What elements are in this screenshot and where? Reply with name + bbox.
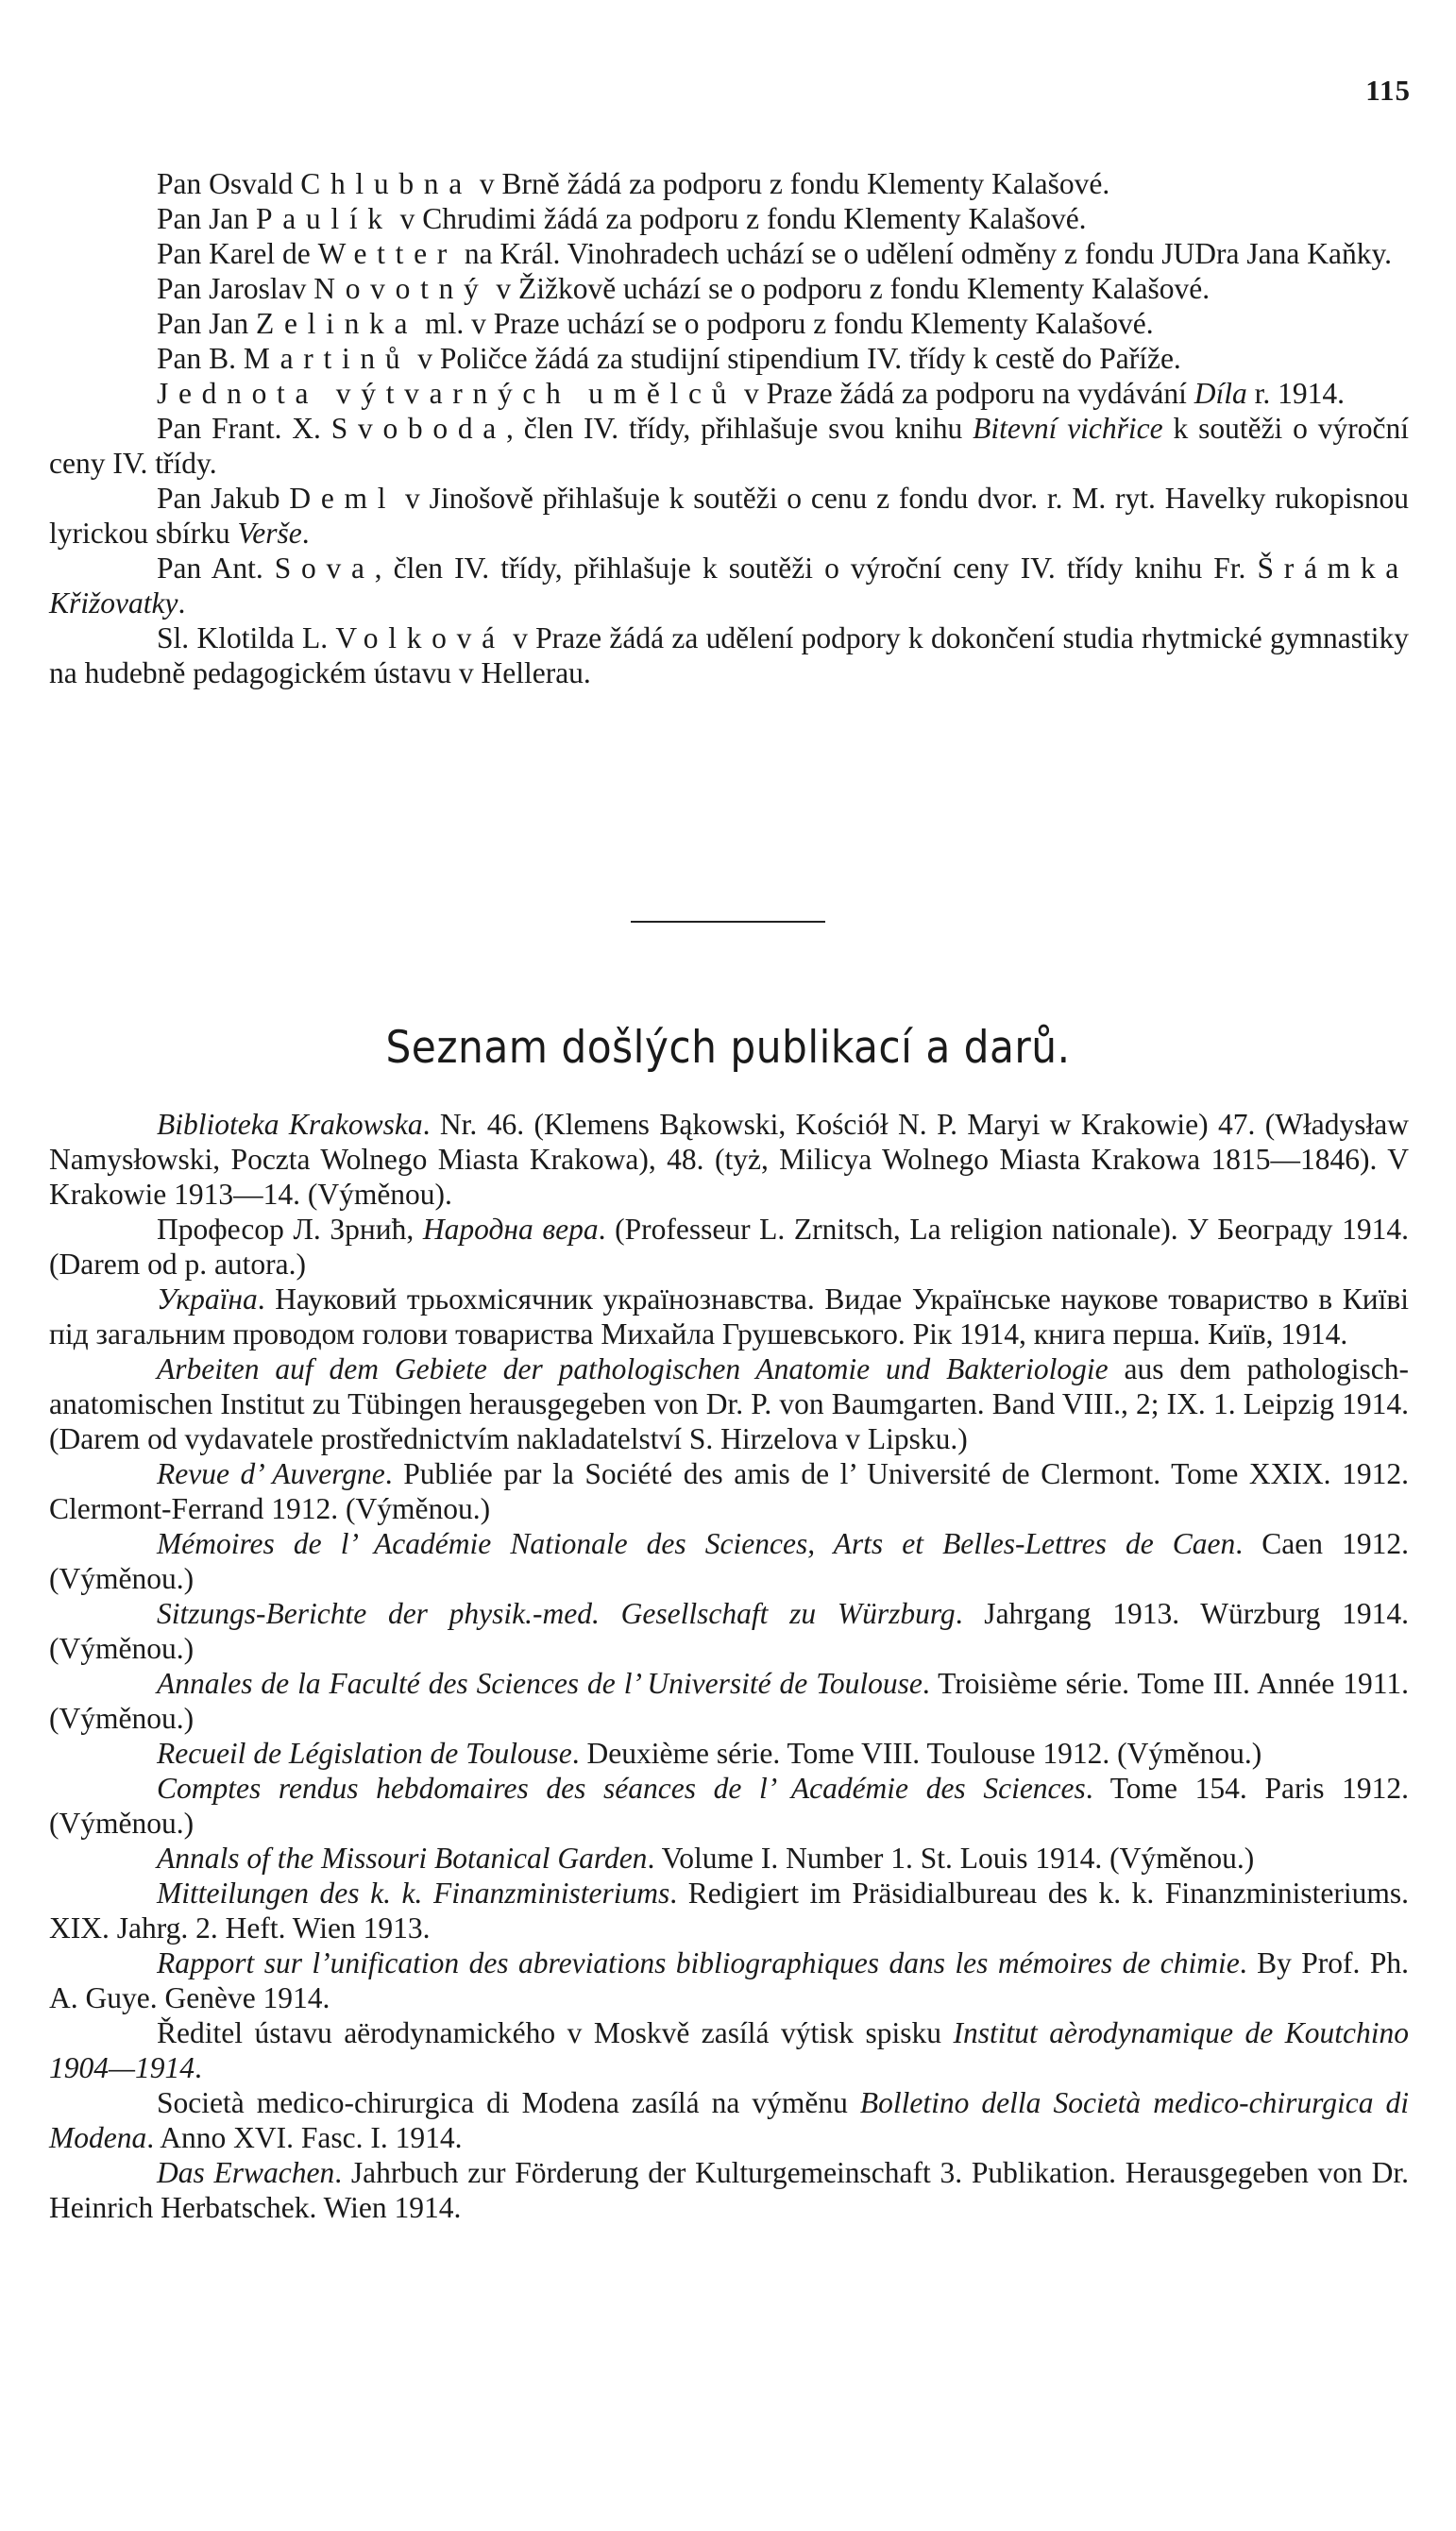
publication-details: Професор Л. Зрнић, bbox=[157, 1213, 423, 1246]
publication-details: aus dem pathologisch-anatomischen Institut zu Tübingen herausgegeben von Dr. P. von Baumgarten. Band VIII., 2; IX. 1. Leipzig 1914. (Darem od vydavatele prostřednictvím nakladatelství S. Hirzelova v Lipsku.) bbox=[49, 1352, 1409, 1455]
requests-section bbox=[49, 166, 1409, 690]
request-paragraph bbox=[49, 411, 1409, 481]
publication-entry bbox=[49, 1282, 1409, 1351]
request-text: v Žižkově uchází se o podporu z fondu Klementy Kalašové. bbox=[488, 272, 1211, 305]
request-text: Pan Frant. X. bbox=[157, 412, 331, 445]
request-text: na Král. Vinohradech uchází se o udělení odměny z fondu JUDra Jana Kaňky. bbox=[457, 237, 1393, 270]
publication-details: . Nr. 46. (Klemens Bąkowski, Kościół N. P. Maryi w Krakowie) 47. (Władysław Namysłowski, Poczta Wolnego Miasta Krakowa), 48. (tyż, Milicya Wolnego Miasta Krakowa 1815—1846). V Krakowie 1913—14. (Výměnou). bbox=[49, 1108, 1409, 1211]
publication-entry bbox=[49, 1456, 1409, 1526]
publication-title: Institut aèrodynamique de Koutchino 1904—1914 bbox=[49, 2016, 1409, 2084]
request-text: , člen IV. třídy, přihlašuje svou knihu bbox=[506, 412, 973, 445]
publication-title: Comptes rendus hebdomaires des séances de l’ Académie des Sciences bbox=[157, 1772, 1086, 1805]
publication-details: . Anno XVI. Fasc. I. 1914. bbox=[146, 2121, 463, 2154]
request-text: v Brně žádá za podporu z fondu Klementy Kalašové. bbox=[471, 167, 1110, 200]
publication-details: . Volume I. Number 1. St. Louis 1914. (Výměnou.) bbox=[647, 1842, 1255, 1875]
section-divider bbox=[631, 921, 825, 923]
publication-entry bbox=[49, 1736, 1409, 1771]
publication-entry bbox=[49, 1666, 1409, 1736]
request-paragraph bbox=[49, 551, 1409, 620]
publication-entry bbox=[49, 1596, 1409, 1666]
publication-title: Annales de la Faculté des Sciences de l’ Université de Toulouse bbox=[157, 1667, 923, 1700]
publication-entry bbox=[49, 2155, 1409, 2225]
person-name: Novotný bbox=[313, 272, 489, 305]
publication-entry bbox=[49, 1212, 1409, 1282]
request-paragraph bbox=[49, 201, 1409, 236]
request-paragraph bbox=[49, 306, 1409, 341]
request-text: v Jinošově přihlašuje k soutěži o cenu z fondu dvor. r. M. ryt. Havelky rukopisnou lyrickou sbírku bbox=[49, 482, 1409, 550]
request-text: k soutěži o výroční ceny IV. třídy. bbox=[49, 412, 1409, 480]
request-paragraph bbox=[49, 481, 1409, 551]
request-text: , člen IV. třídy, přihlašuje k soutěži o výroční ceny IV. třídy knihu Fr. bbox=[374, 552, 1258, 585]
request-text: Pan Ant. bbox=[157, 552, 275, 585]
person-name: Chlubna bbox=[300, 167, 472, 200]
publication-title: Mémoires de l’ Académie Nationale des Sciences, Arts et Belles-Lettres de Caen bbox=[157, 1527, 1236, 1560]
request-text: v Praze žádá za podporu na vydávání bbox=[736, 377, 1194, 410]
publication-title: Народна вера bbox=[422, 1213, 599, 1246]
publication-entry bbox=[49, 2085, 1409, 2155]
request-paragraph bbox=[49, 341, 1409, 376]
work-title: Bitevní vichřice bbox=[973, 412, 1163, 445]
request-text: r. 1914. bbox=[1246, 377, 1345, 410]
request-text: Pan Jan bbox=[157, 202, 256, 235]
work-title: Díla bbox=[1194, 377, 1247, 410]
publication-entry bbox=[49, 1771, 1409, 1841]
publication-title: Rapport sur l’unification des abreviations bibliographiques dans les mémoires de chimie bbox=[157, 1946, 1240, 1979]
request-paragraph bbox=[49, 376, 1409, 411]
publication-details: . (Professeur L. Zrnitsch, La religion nationale). У Београду 1914. (Darem od p. autora.) bbox=[49, 1213, 1409, 1281]
publication-title: Revue d’ Auvergne bbox=[157, 1457, 385, 1490]
person-name: Svoboda bbox=[330, 412, 507, 445]
publication-title: Biblioteka Krakowska bbox=[157, 1108, 423, 1141]
person-name: Volková bbox=[335, 621, 505, 654]
publication-title: Bolletino della Società medico-chirurgica di Modena bbox=[49, 2086, 1410, 2154]
request-paragraph bbox=[49, 236, 1409, 271]
publication-entry bbox=[49, 1107, 1409, 1212]
request-text: . bbox=[301, 517, 310, 550]
publication-details: . Troisième série. Tome III. Année 1911. (Výměnou.) bbox=[49, 1667, 1409, 1735]
publication-title: Arbeiten auf dem Gebiete der pathologischen Anatomie und Bakteriologie bbox=[157, 1352, 1109, 1385]
person-name: Zelinka bbox=[256, 307, 418, 340]
publication-details: . Науковий трьохмісячник українознавства. Видае Українське наукове товариство в Київі під загальним проводом голови товариства Михайла Грушевського. Рік 1914, книга перша. Київ, 1914. bbox=[49, 1282, 1409, 1350]
publication-entry bbox=[49, 1945, 1409, 2015]
person-name: Martinů bbox=[243, 342, 411, 375]
request-paragraph bbox=[49, 620, 1409, 690]
publication-details: . By Prof. Ph. A. Guye. Genève 1914. bbox=[49, 1946, 1409, 2014]
publication-title: Das Erwachen bbox=[157, 2156, 335, 2189]
request-text: v Praze žádá za udělení podpory k dokončení studia rhytmické gymnastiky na hudebně pedagogickém ústavu v Hellerau. bbox=[49, 621, 1409, 689]
publication-entry bbox=[49, 1526, 1409, 1596]
publication-title: Mitteilungen des k. k. Finanzministeriums bbox=[157, 1877, 670, 1910]
publication-details: . Jahrbuch zur Förderung der Kulturgemeinschaft 3. Publikation. Herausgegeben von Dr. Heinrich Herbatschek. Wien 1914. bbox=[49, 2156, 1409, 2224]
work-title: Křižovatky bbox=[49, 586, 178, 620]
request-text: Pan Karel de bbox=[157, 237, 318, 270]
request-paragraph bbox=[49, 166, 1409, 201]
publication-details: . Caen 1912. (Výměnou.) bbox=[49, 1527, 1409, 1595]
request-text: v Poličce žádá za studijní stipendium IV. třídy k cestě do Paříže. bbox=[410, 342, 1181, 375]
publication-entry bbox=[49, 1351, 1409, 1456]
request-text: ml. v Praze uchází se o podporu z fondu Klementy Kalašové. bbox=[417, 307, 1154, 340]
publication-title: Sitzungs-Berichte der physik.-med. Gesellschaft zu Würzburg bbox=[157, 1597, 956, 1630]
publication-title: Україна bbox=[157, 1282, 258, 1316]
publication-details: . Tome 154. Paris 1912. (Výměnou.) bbox=[49, 1772, 1409, 1840]
person-name: Sova bbox=[274, 552, 375, 585]
publication-details: . Deuxième série. Tome VIII. Toulouse 1912. (Výměnou.) bbox=[571, 1737, 1262, 1770]
publication-entry bbox=[49, 2015, 1409, 2085]
request-text: Pan Jakub bbox=[157, 482, 290, 515]
publication-entry bbox=[49, 1841, 1409, 1876]
publications-section bbox=[49, 1107, 1409, 2225]
request-text: Pan Osvald bbox=[157, 167, 301, 200]
request-paragraph bbox=[49, 271, 1409, 306]
organization-name: Jednota výtvarných umělců bbox=[157, 377, 737, 410]
request-text: Pan Jan bbox=[157, 307, 256, 340]
publication-entry bbox=[49, 1876, 1409, 1945]
person-name: Paulík bbox=[256, 202, 393, 235]
publication-details: Ředitel ústavu aërodynamického v Moskvě zasílá výtisk spisku bbox=[157, 2016, 954, 2049]
work-title: Verše bbox=[237, 517, 302, 550]
publication-details: . bbox=[195, 2051, 202, 2084]
person-name: Šrámka bbox=[1257, 552, 1409, 585]
publication-title: Annals of the Missouri Botanical Garden bbox=[157, 1842, 648, 1875]
request-text: Pan B. bbox=[157, 342, 244, 375]
publication-details: . Publiée par la Société des amis de l’ Université de Clermont. Tome XXIX. 1912. Clermont-Ferrand 1912. (Výměnou.) bbox=[49, 1457, 1409, 1525]
request-text: v Chrudimi žádá za podporu z fondu Klementy Kalašové. bbox=[392, 202, 1087, 235]
request-text: Pan Jaroslav bbox=[157, 272, 314, 305]
request-text: . bbox=[178, 586, 186, 620]
request-text: Sl. Klotilda L. bbox=[157, 621, 336, 654]
publication-title: Recueil de Législation de Toulouse bbox=[157, 1737, 572, 1770]
publication-details: . Redigiert im Präsidialbureau des k. k. Finanzministeriums. XIX. Jahrg. 2. Heft. Wien 1913. bbox=[49, 1877, 1409, 1945]
page-number: 115 bbox=[1365, 74, 1411, 107]
publication-details: . Jahrgang 1913. Würzburg 1914. (Výměnou.) bbox=[49, 1597, 1409, 1665]
person-name: Wetter bbox=[317, 237, 457, 270]
person-name: Deml bbox=[289, 482, 397, 515]
publication-details: Società medico-chirurgica di Modena zasílá na výměnu bbox=[157, 2086, 860, 2119]
section-heading: Seznam došlých publikací a darů. bbox=[385, 1022, 1071, 1074]
